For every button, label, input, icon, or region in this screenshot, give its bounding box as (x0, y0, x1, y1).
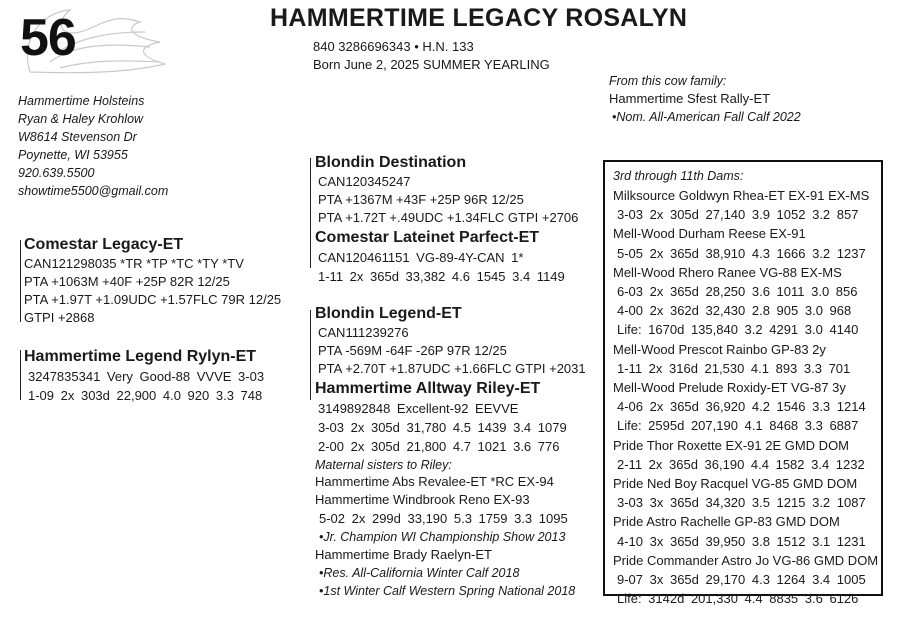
sire-sire-id: CAN120345247 (318, 174, 411, 189)
sire-dam-name: Comestar Lateinet Parfect-ET (315, 229, 540, 246)
sire-gtpi: GTPI +2868 (24, 310, 95, 325)
ancestral-dam-name: Pride Ned Boy Racquel VG-85 GMD DOM (613, 476, 858, 492)
ancestral-dam-record: 1-11 2x 316d 21,530 4.1 893 3.3 701 (617, 360, 851, 376)
cow-family-name: Hammertime Sfest Rally-ET (609, 91, 771, 106)
sire-sire-pta-type: PTA +1.72T +.49UDC +1.34FLC GTPI +2706 (318, 210, 579, 225)
dam-sire-pta-type: PTA +2.70T +1.87UDC +1.66FLC GTPI +2031 (318, 361, 586, 376)
sire-dam-id: CAN120461151 VG-89-4Y-CAN 1* (318, 250, 524, 265)
ancestral-dam-record: Life: 3142d 201,330 4.4 8835 3.6 6126 (617, 591, 859, 607)
dam-dam-record: 3-03 2x 305d 31,780 4.5 1439 3.4 1079 (318, 420, 567, 435)
maternal-line: Hammertime Abs Revalee-ET *RC EX-94 (315, 474, 554, 489)
maternal-record: 5-02 2x 299d 33,190 5.3 1759 3.3 1095 (319, 511, 568, 526)
sire-sire-pta-production: PTA +1367M +43F +25P 96R 12/25 (318, 192, 524, 207)
ancestral-dam-name: Milksource Goldwyn Rhea-ET EX-91 EX-MS (613, 188, 870, 203)
registration-line: 840 3286696343 • H.N. 133 (313, 39, 474, 54)
ancestral-dam-record: 6-03 2x 365d 28,250 3.6 1011 3.0 856 (617, 284, 858, 300)
maternal-note: •Res. All-California Winter Calf 2018 (319, 566, 520, 580)
ancestral-dam-record: Life: 1670d 135,840 3.2 4291 3.0 4140 (617, 322, 859, 338)
dam-record: 1-09 2x 303d 22,900 4.0 920 3.3 748 (28, 388, 263, 403)
dam-id-classification: 3247835341 Very Good-88 VVVE 3-03 (28, 369, 265, 384)
maternal-note: •1st Winter Calf Western Spring National 2018 (319, 584, 576, 598)
dam-dam-id: 3149892848 Excellent-92 EEVVE (318, 401, 519, 416)
dam-sire-block (315, 304, 586, 378)
ancestral-dam-name: Pride Thor Roxette EX-91 2E GMD DOM (613, 437, 850, 453)
sire-name: Comestar Legacy-ET (24, 236, 184, 253)
sire-sire-name: Blondin Destination (315, 154, 467, 171)
ancestral-dams-box (603, 160, 883, 607)
consignor-phone: 920.639.5500 (18, 166, 95, 180)
ancestral-dam-record: 3-03 3x 365d 34,320 3.5 1215 3.2 1087 (617, 495, 866, 511)
dam-sire-pta-production: PTA -569M -64F -26P 97R 12/25 (318, 343, 507, 358)
ancestral-dam-record: Life: 2595d 207,190 4.1 8468 3.3 6887 (617, 418, 859, 434)
ancestral-dams-list (605, 186, 881, 608)
ancestral-dam-record: 4-06 2x 365d 36,920 4.2 1546 3.3 1214 (617, 399, 866, 415)
consignor-email[interactable]: showtime5500@gmail.com (18, 184, 169, 198)
cow-family-heading: From this cow family: (609, 74, 727, 88)
cow-family-note: •Nom. All-American Fall Calf 2022 (612, 110, 801, 124)
ancestral-dam-record: 4-00 2x 362d 32,430 2.8 905 3.0 968 (617, 303, 852, 319)
maternal-line: Hammertime Windbrook Reno EX-93 (315, 492, 530, 507)
ancestral-dam-record: 2-11 2x 365d 36,190 4.4 1582 3.4 1232 (617, 456, 865, 472)
sire-id: CAN121298035 *TR *TP *TC *TY *TV (24, 256, 244, 271)
dam-name: Hammertime Legend Rylyn-ET (24, 348, 257, 365)
ancestral-dam-name: Mell-Wood Rhero Ranee VG-88 EX-MS (613, 264, 842, 280)
dam-dam-name: Hammertime Alltway Riley-ET (315, 380, 541, 397)
sire-dam-record: 1-11 2x 365d 33,382 4.6 1545 3.4 1149 (318, 269, 565, 284)
dam-sire-id: CAN111239276 (318, 325, 409, 340)
ancestral-dams-heading: 3rd through 11th Dams: (613, 169, 744, 183)
ancestral-dam-name: Mell-Wood Prescot Rainbo GP-83 2y (613, 341, 826, 357)
consignor-owners: Ryan & Haley Krohlow (18, 112, 144, 126)
dam-dam-block (315, 379, 567, 456)
ancestral-dam-record: 3-03 2x 305d 27,140 3.9 1052 3.2 857 (617, 207, 859, 223)
maternal-line: Hammertime Brady Raelyn-ET (315, 547, 492, 562)
sire-pta-production: PTA +1063M +40F +25P 82R 12/25 (24, 274, 230, 289)
cow-family-block (609, 72, 801, 126)
sire-side-bracket (310, 158, 311, 268)
consignor-farm: Hammertime Holsteins (18, 94, 145, 108)
consignor-street: W8614 Stevenson Dr (18, 130, 137, 144)
ancestral-dam-record: 5-05 2x 365d 38,910 4.3 1666 3.2 1237 (617, 245, 866, 261)
ancestral-dam-record: 4-10 3x 365d 39,950 3.8 1512 3.1 1231 (617, 533, 866, 549)
sire-block (24, 235, 281, 327)
ancestral-dam-name: Mell-Wood Durham Reese EX-91 (613, 226, 806, 242)
lot-number: 56 (20, 9, 76, 67)
page-title: HAMMERTIME LEGACY ROSALYN (270, 4, 688, 32)
consignor-city: Poynette, WI 53955 (18, 148, 128, 162)
sire-bracket (20, 240, 21, 322)
dam-sire-name: Blondin Legend-ET (315, 305, 462, 322)
sire-pta-type: PTA +1.97T +1.09UDC +1.57FLC 79R 12/25 (24, 292, 282, 307)
dam-dam-record: 2-00 2x 305d 21,800 4.7 1021 3.6 776 (318, 439, 560, 454)
dam-block (24, 347, 264, 405)
dam-bracket (20, 350, 21, 400)
ancestral-dam-record: 9-07 3x 365d 29,170 4.3 1264 3.4 1005 (617, 572, 866, 588)
maternal-heading: Maternal sisters to Riley: (315, 458, 452, 472)
consignor-block (18, 92, 168, 200)
ancestral-dam-name: Pride Astro Rachelle GP-83 GMD DOM (613, 514, 840, 530)
sire-sire-block (315, 153, 578, 227)
maternal-note: •Jr. Champion WI Championship Show 2013 (319, 530, 566, 544)
sire-dam-block (315, 228, 565, 286)
dam-side-bracket (310, 310, 311, 400)
maternal-sisters-block (315, 457, 575, 600)
birth-line: Born June 2, 2025 SUMMER YEARLING (313, 57, 550, 72)
ancestral-dam-name: Mell-Wood Prelude Roxidy-ET VG-87 3y (613, 380, 846, 396)
ancestral-dam-name: Pride Commander Astro Jo VG-86 GMD DOM (613, 552, 879, 568)
